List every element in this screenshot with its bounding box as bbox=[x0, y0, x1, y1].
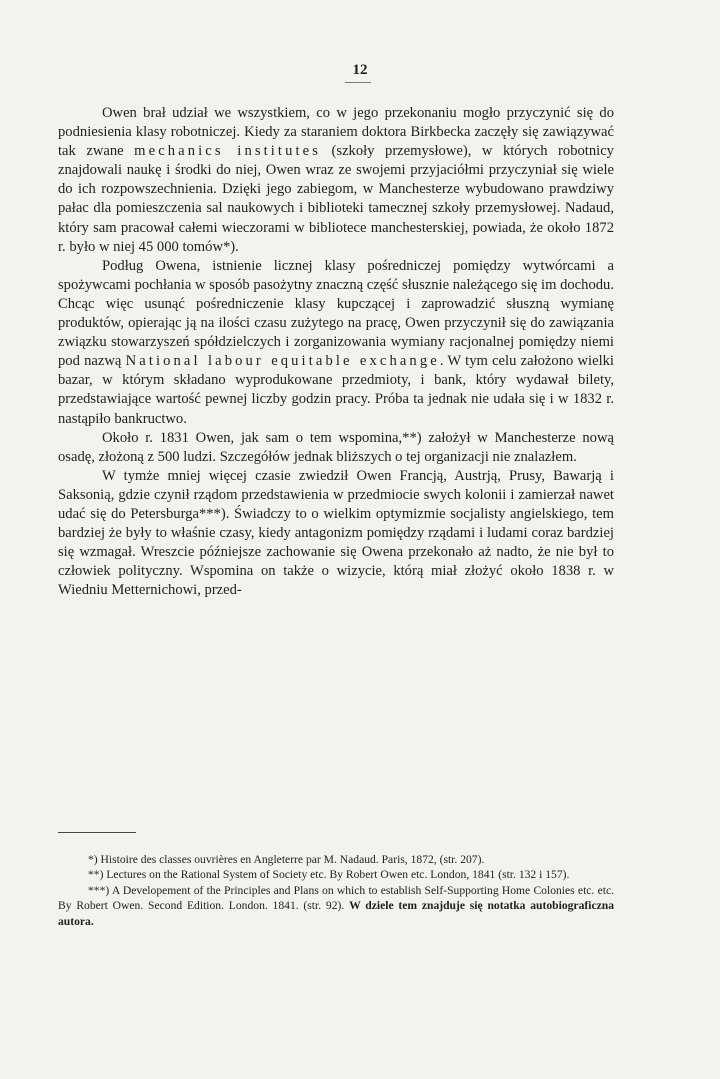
text-run: Około r. 1831 Owen, jak sam o tem wspomina,**) założył w Manchesterze nową osadę, złożoną z 500 ludzi. Szczegółów jednak bliższych o tej organizacji nie znalazłem. bbox=[58, 429, 614, 465]
paragraph bbox=[58, 429, 614, 467]
paragraph bbox=[58, 104, 614, 257]
text-run: W tymże mniej więcej czasie zwiedził Owen Francją, Austrją, Prusy, Bawarją i Saksonią, gdzie czynił rządom przedstawienia w przedmiocie swych kolonii i zamierzał nawet udać się do Petersburga***). Świadczy to o wielkim optymizmie socjalisty angielskiego, tem bardziej że były to właśnie czasy, kiedy antagonizm pomiędzy rządami i ludami coraz bardziej się wzmagał. Wreszcie późniejsze zachowanie się Owena przekonało aż nadto, że nie był to człowiek polityczny. Wspomina on także o wizycie, którą miał złożyć około 1838 r. w Wiedniu Metternichowi, przed- bbox=[58, 467, 614, 599]
text-run: Podług Owena, istnienie licznej klasy pośredniczej pomiędzy wytwórcami a spożywcami pochłania w sposób pasożytny znaczną część słusznie należącego się im dochodu. Chcąc więc usunąć pośredniczenie klasy kupczącej i zaprowadzić słuszną wymianę produktów, opierając ją na ilości czasu zużytego na pracę, Owen przyczynił się do zawiązania związku stowarzyszeń spółdzielczych i zorganizowania wymiany racjonalnej pomiędzy niemi pod nazwą bbox=[58, 257, 614, 370]
text-run: **) Lectures on the Rational System of Society etc. By Robert Owen etc. London, 1841 (str. 132 i 157). bbox=[88, 868, 570, 882]
footnote bbox=[58, 852, 614, 867]
footnote bbox=[58, 883, 614, 929]
spaced-term: mechanics institutes bbox=[134, 143, 321, 160]
text-run: ***) A Developement of the Principles and Plans on which to establish Self-Supporting Home Colonies etc. etc. By Robert Owen. Second Edition. London. 1841. (str. 92). bbox=[58, 883, 614, 913]
main-text bbox=[58, 104, 614, 600]
text-run: . W tym celu założono wielki bazar, w którym składano wyprodukowane przedmioty, i bank, który wydawał bilety, przedstawiające wartość pewnej liczby godzin pracy. Próba ta jednak nie udała się i w 1832 r. nastąpiło bankructwo. bbox=[58, 353, 614, 427]
paragraph bbox=[58, 467, 614, 601]
text-run: *) Histoire des classes ouvrières en Angleterre par M. Nadaud. Paris, 1872, (str. 207). bbox=[88, 853, 485, 866]
page-number-underline bbox=[345, 82, 371, 83]
text-run: Owen brał udział we wszystkiem, co w jego przekonaniu mogło przyczynić się do podniesienia klasy robotniczej. Kiedy za staraniem doktora Birkbecka zaczęły się zawiązywać tak zwane bbox=[58, 105, 614, 160]
bold-text: W dziele tem znajduje się notatka autobiograficzna autora. bbox=[58, 899, 614, 928]
footnote-separator bbox=[58, 832, 136, 833]
footnote bbox=[58, 867, 614, 882]
footnotes bbox=[58, 852, 614, 929]
text-run: (szkoły przemysłowe), w których robotnicy znajdowali naukę i środki do niej, Owen wraz ze swojemi przyjaciółmi przyczyniał się wiele do ich rozpowszechnienia. Dzięki jego zabiegom, w Manchesterze wybudowano prawdziwy pałac dla pomieszczenia sal naukowych i biblioteki tamecznej szkoły przemysłowej. Nadaud, który sam pracował całemi wieczorami w bibliotece manchesterskiej, powiada, że około 1872 r. było w niej 45 000 tomów*). bbox=[58, 143, 614, 255]
spaced-term: National labour equitable exchange bbox=[125, 353, 440, 370]
page-number: 12 bbox=[352, 62, 368, 78]
paragraph bbox=[58, 257, 614, 429]
